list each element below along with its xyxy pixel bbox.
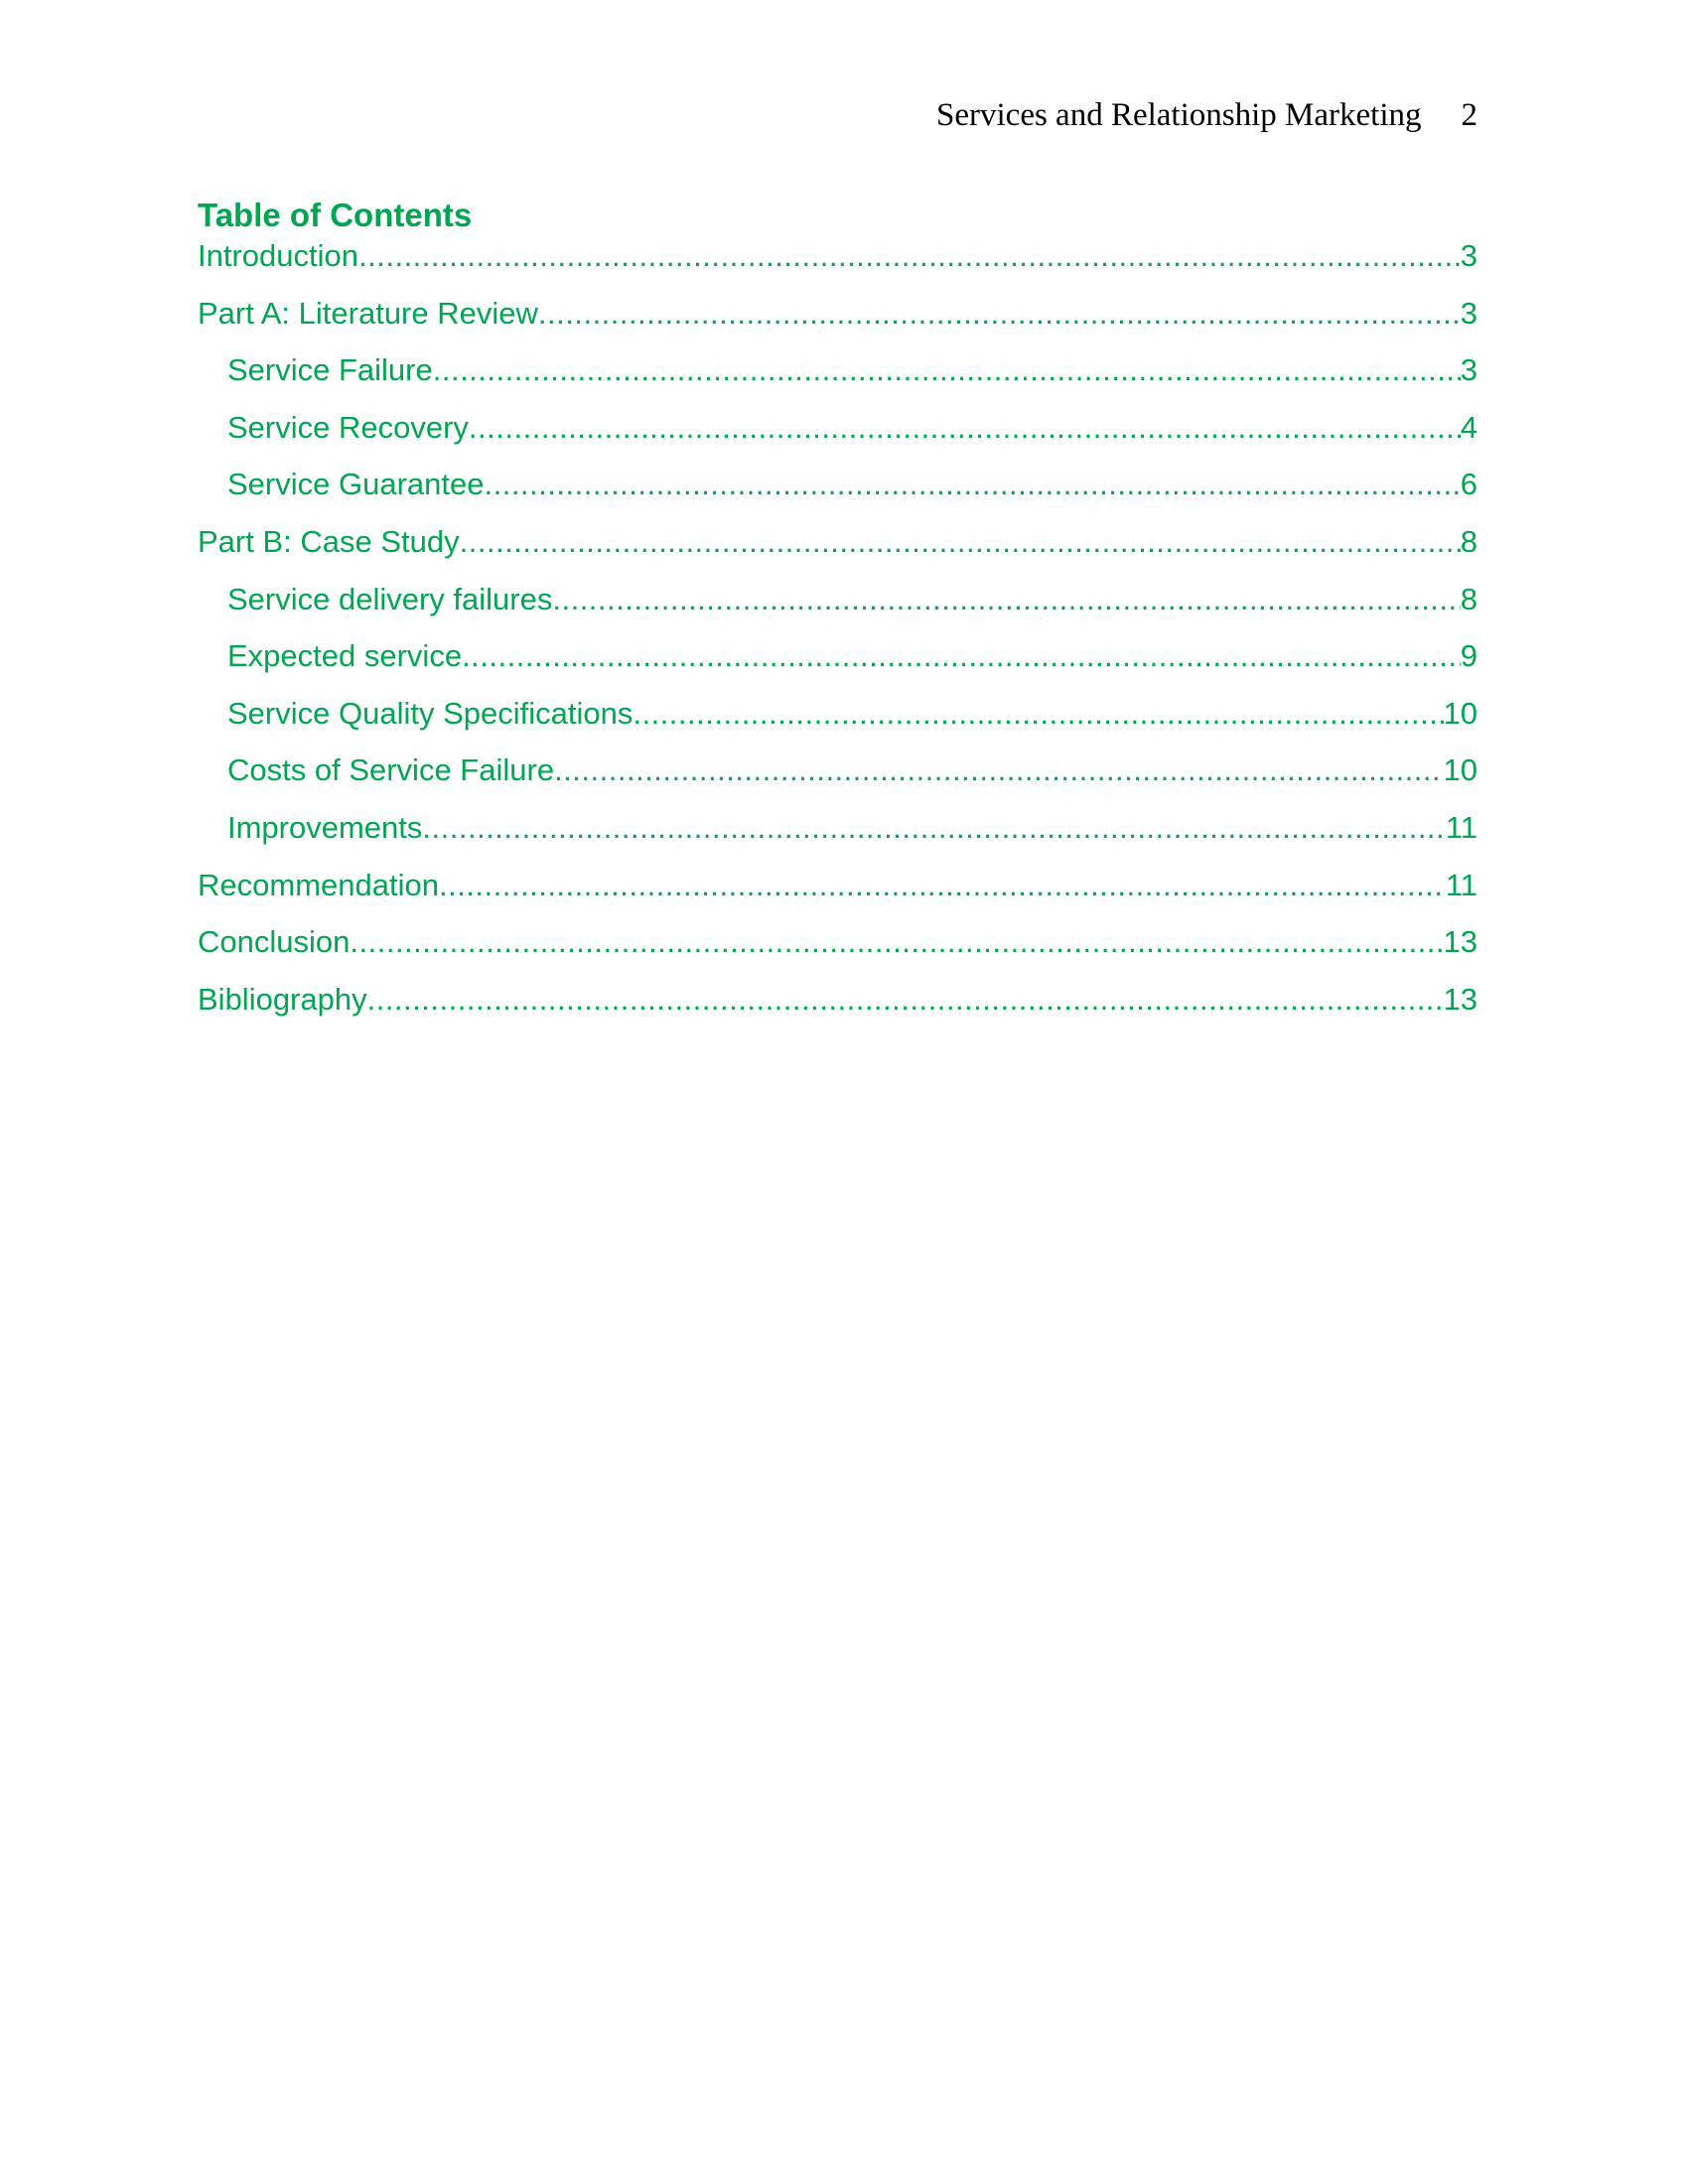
toc-entry-part-a[interactable] — [198, 294, 1477, 351]
toc-entry-improvements[interactable] — [198, 808, 1477, 866]
table-of-contents — [198, 195, 1477, 1036]
toc-entry-page: 10 — [1443, 695, 1477, 731]
toc-entry-page: 13 — [1443, 981, 1477, 1017]
toc-entry-label: Conclusion — [198, 924, 351, 960]
toc-entry-conclusion[interactable] — [198, 922, 1477, 980]
dot-leader — [422, 808, 1445, 848]
toc-entry-label: Part A: Literature Review — [198, 295, 538, 331]
toc-entry-page: 13 — [1443, 924, 1477, 960]
toc-entry-page: 3 — [1460, 238, 1477, 273]
toc-entry-label: Service delivery failures — [227, 581, 553, 616]
toc-entry-label: Service Recovery — [227, 409, 469, 445]
toc-entry-label: Expected service — [227, 638, 463, 674]
toc-entry-page: 11 — [1445, 867, 1477, 902]
page-number: 2 — [1461, 97, 1477, 133]
dot-leader — [469, 408, 1461, 448]
toc-entry-label: Service Failure — [227, 352, 433, 388]
toc-entry-page: 9 — [1460, 638, 1477, 674]
toc-entry-label: Service Quality Specifications — [227, 695, 633, 731]
toc-entry-service-delivery-failures[interactable] — [198, 580, 1477, 637]
toc-entry-page: 3 — [1460, 295, 1477, 331]
dot-leader — [554, 751, 1443, 790]
toc-entry-page: 6 — [1460, 467, 1477, 502]
dot-leader — [484, 465, 1460, 504]
toc-entry-label: Service Guarantee — [227, 467, 485, 502]
toc-entry-introduction[interactable] — [198, 236, 1477, 294]
toc-entry-label: Bibliography — [198, 981, 367, 1017]
dot-leader — [433, 350, 1461, 390]
toc-entry-label: Introduction — [198, 238, 358, 273]
dot-leader — [358, 236, 1461, 276]
toc-entry-service-failure[interactable] — [198, 350, 1477, 408]
running-title: Services and Relationship Marketing — [936, 97, 1422, 133]
dot-leader — [538, 294, 1461, 334]
toc-entry-expected-service[interactable] — [198, 636, 1477, 694]
toc-entry-costs-of-service-failure[interactable] — [198, 751, 1477, 808]
dot-leader — [367, 980, 1444, 1020]
dot-leader — [350, 922, 1443, 962]
toc-entry-label: Recommendation — [198, 867, 439, 902]
toc-entry-label: Costs of Service Failure — [227, 752, 555, 788]
toc-entry-page: 8 — [1460, 581, 1477, 616]
toc-entry-service-guarantee[interactable] — [198, 465, 1477, 522]
toc-entry-service-recovery[interactable] — [198, 408, 1477, 466]
toc-entry-label: Part B: Case Study — [198, 523, 460, 559]
toc-entry-label: Improvements — [227, 809, 423, 845]
toc-entry-part-b[interactable] — [198, 522, 1477, 580]
toc-entry-page: 10 — [1443, 752, 1477, 788]
toc-entry-page: 11 — [1445, 809, 1477, 845]
toc-entry-page: 3 — [1460, 352, 1477, 388]
toc-list — [198, 236, 1477, 1036]
toc-entry-page: 4 — [1460, 409, 1477, 445]
dot-leader — [462, 636, 1461, 676]
toc-entry-bibliography[interactable] — [198, 980, 1477, 1037]
toc-entry-page: 8 — [1460, 523, 1477, 559]
dot-leader — [633, 694, 1443, 734]
running-header — [936, 97, 1477, 134]
toc-entry-service-quality-specifications[interactable] — [198, 694, 1477, 751]
toc-entry-recommendation[interactable] — [198, 866, 1477, 923]
dot-leader — [460, 522, 1461, 562]
toc-heading: Table of Contents — [198, 197, 473, 233]
dot-leader — [439, 866, 1446, 905]
dot-leader — [552, 580, 1460, 619]
